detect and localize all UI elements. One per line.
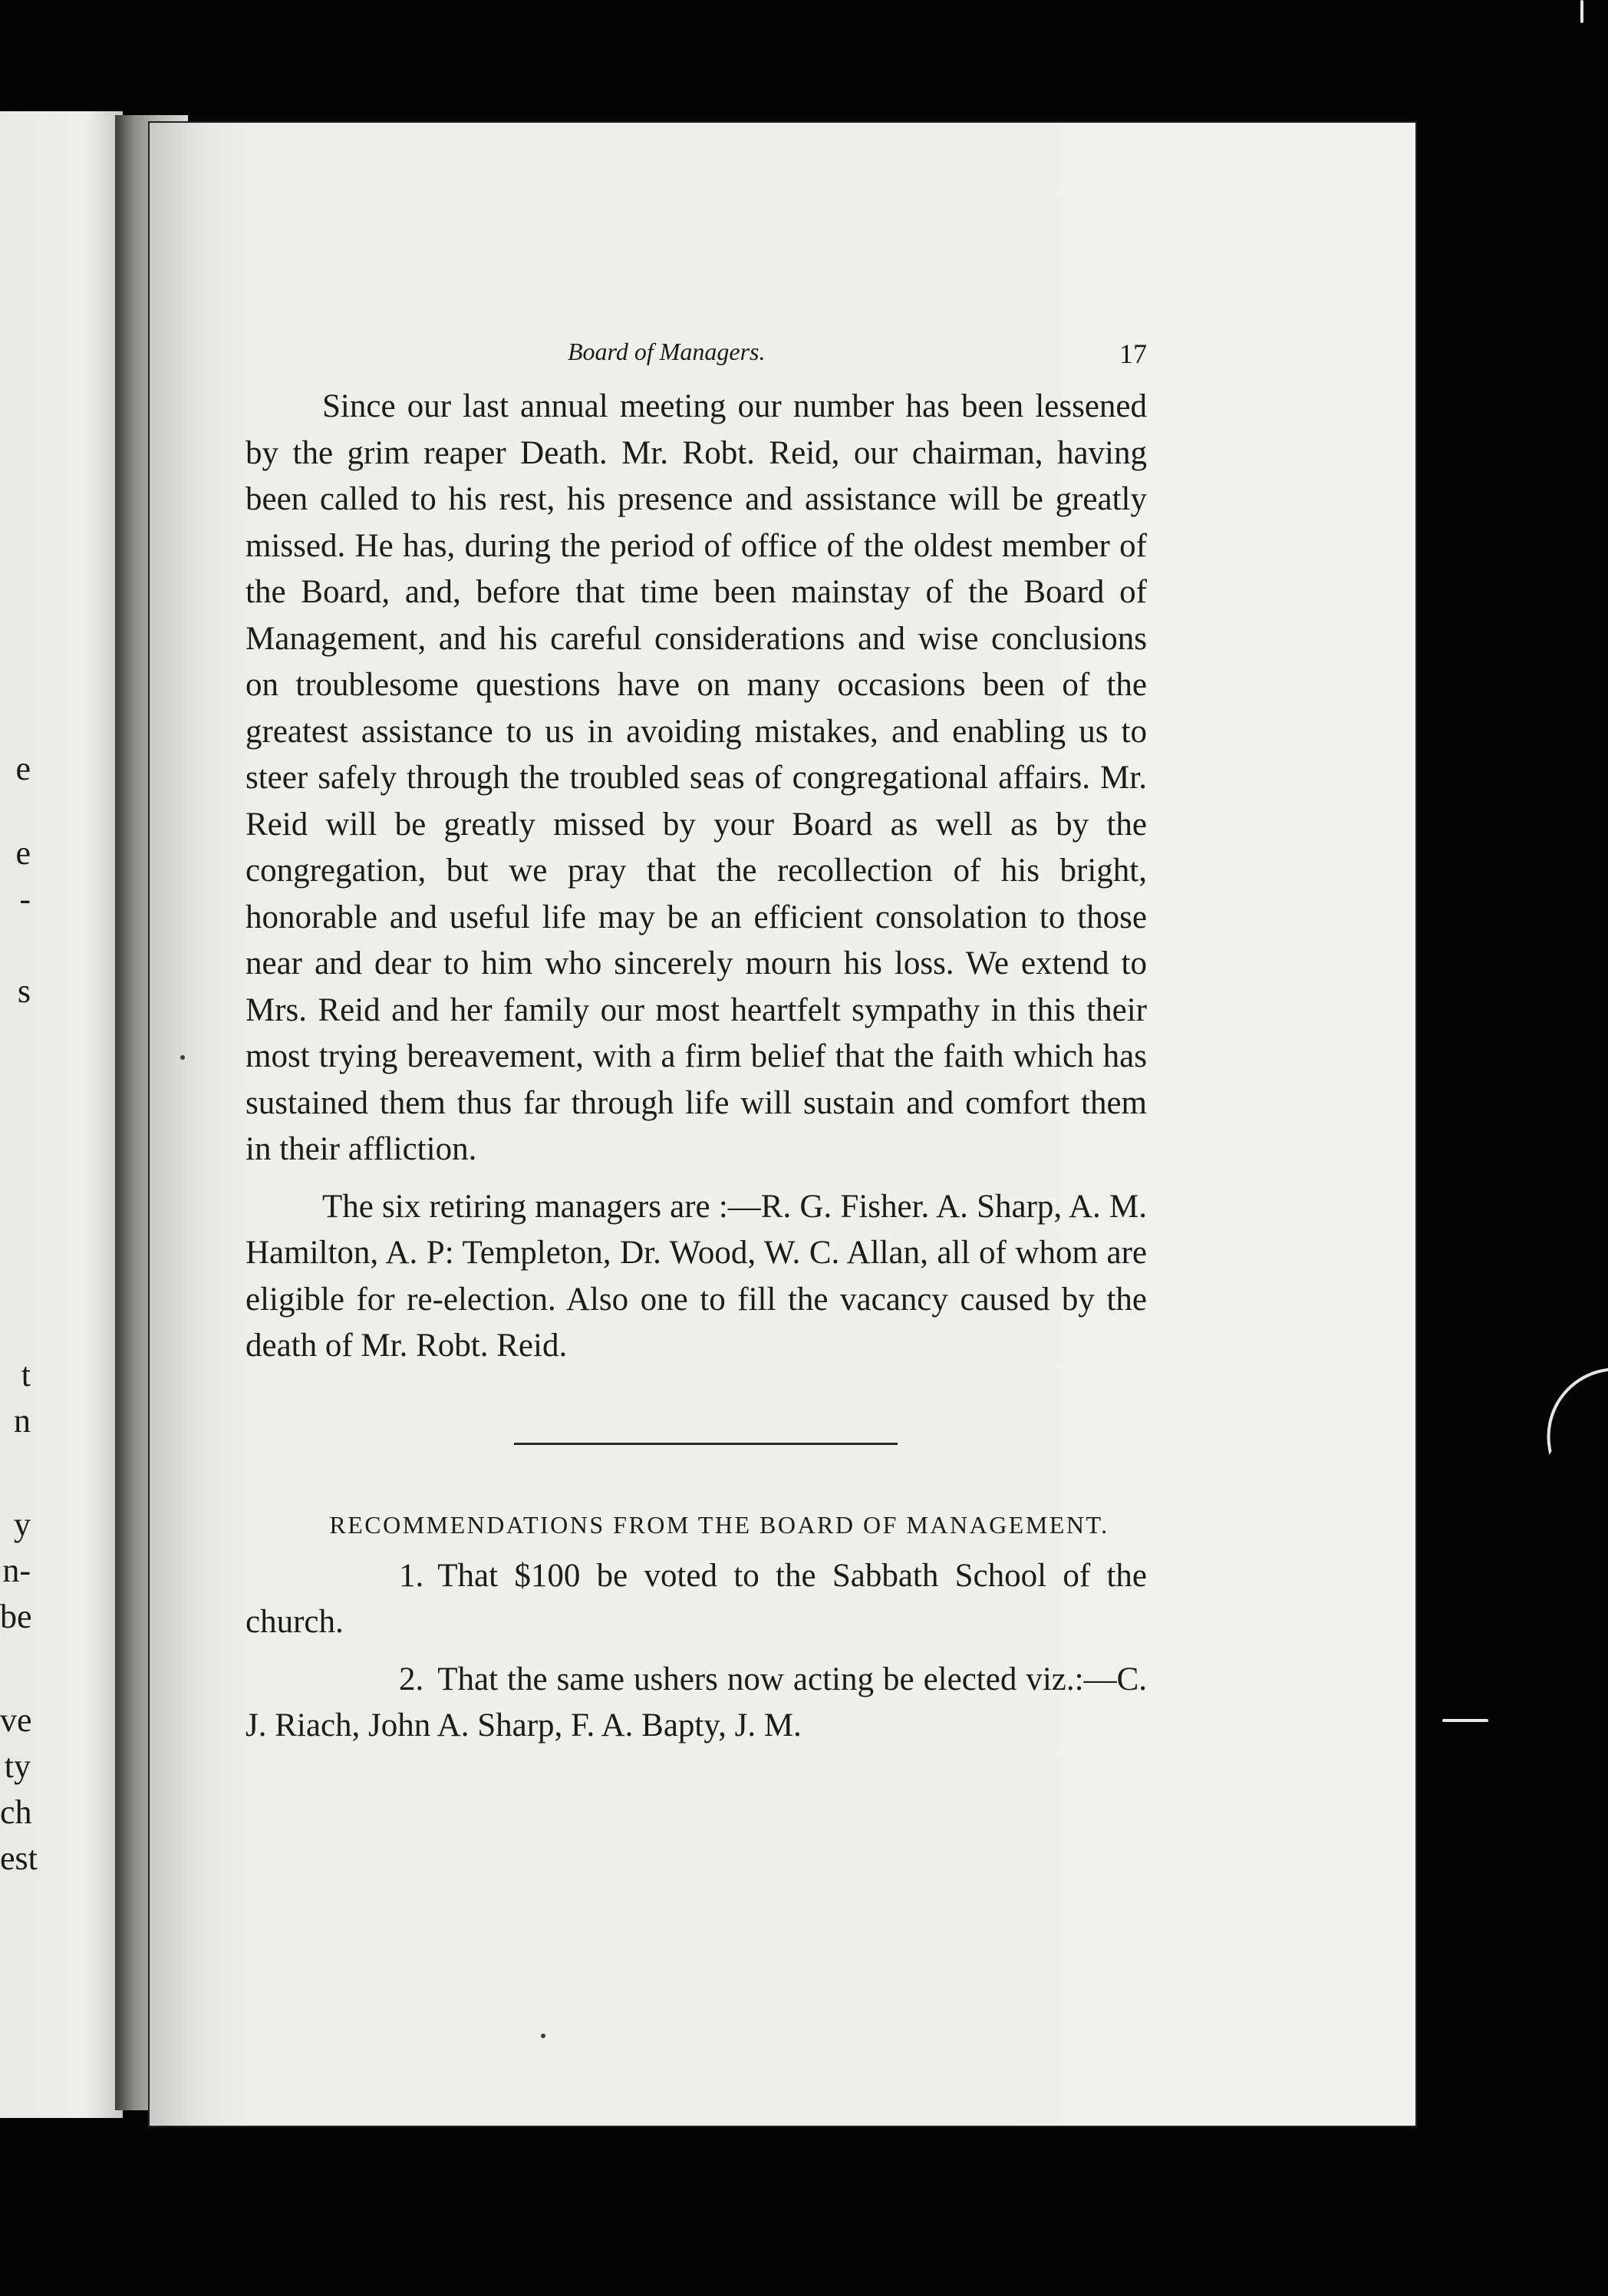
recommendation-text: That the same ushers now acting be elected viz.:—C. J. Riach, John A. Sharp, F. A. Bapty, J. M. [245, 1661, 1147, 1743]
facing-page-fragment: - [19, 880, 31, 918]
facing-page-fragment: s [17, 972, 31, 1010]
facing-page-fragment: ty [4, 1747, 31, 1785]
facing-page-fragment: e [15, 750, 31, 787]
facing-page-fragment: t [21, 1356, 31, 1394]
facing-page-fragment: est [0, 1839, 38, 1877]
running-head [245, 338, 1147, 384]
recommendation-item [245, 1657, 1147, 1750]
page-number: 17 [1119, 338, 1147, 369]
facing-page-fragment: n- [2, 1552, 31, 1589]
recommendation-text: That $100 be voted to the Sabbath School of the church. [245, 1557, 1147, 1640]
paragraph-memorial: Since our last annual meeting our number has been lessened by the grim reaper Death. Mr. Robt. Reid, our chairman, having been called to his rest, his presence and assistance will be greatly missed. He has, during the period of office of the oldest member of the Board, and, before that time been mainstay of the Board of Management, and his careful considerations and wise conclusions on troublesome questions have on many occasions been of the greatest assistance to us in avoiding mistakes, and enabling us to steer safely through the troubled seas of congregational affairs. Mr. Reid will be greatly missed by your Board as well as by the congregation, but we pray that the recollection of his bright, honorable and useful life may be an efficient consolation to those near and dear to him who sincerely mourn his loss. We extend to Mrs. Reid and her family our most heartfelt sympathy in this their most trying bereavement, with a firm belief that the faith which has sustained them thus far through life will sustain and comfort them in their affliction. [245, 388, 1147, 1167]
facing-page-fragment: be [0, 1598, 32, 1635]
book-page [150, 123, 1415, 2126]
ink-speck [541, 2034, 545, 2038]
page-content [245, 338, 1147, 1750]
facing-page-fragment: n [14, 1402, 31, 1440]
recommendations-heading: RECOMMENDATIONS FROM THE BOARD OF MANAGEMENT. [329, 1510, 1109, 1539]
ink-speck [180, 1055, 185, 1060]
facing-page-fragment: ch [0, 1793, 32, 1831]
facing-page-fragment: ve [0, 1701, 32, 1739]
stray-mark [1442, 1719, 1488, 1722]
facing-page-text-fragments [0, 111, 123, 2118]
recommendation-number: 1. [399, 1557, 424, 1594]
running-head-title: Board of Managers. [568, 338, 766, 365]
facing-page-fragment: y [14, 1506, 31, 1543]
paper-fiber-curl [1536, 1367, 1608, 1455]
recommendation-number: 2. [399, 1661, 424, 1697]
stray-mark [1580, 0, 1583, 23]
paragraph-retiring-managers: The six retiring managers are :—R. G. Fisher. A. Sharp, A. M. Hamilton, A. P: Templeton, Dr. Wood, W. C. Allan, all of whom are eligible for re-election. Also one to fill the vacancy caused by the death of Mr. Robt. Reid. [245, 1188, 1147, 1364]
recommendation-item [245, 1553, 1147, 1646]
facing-page [0, 111, 123, 2118]
section-divider [514, 1443, 898, 1445]
facing-page-fragment: e [15, 834, 31, 872]
